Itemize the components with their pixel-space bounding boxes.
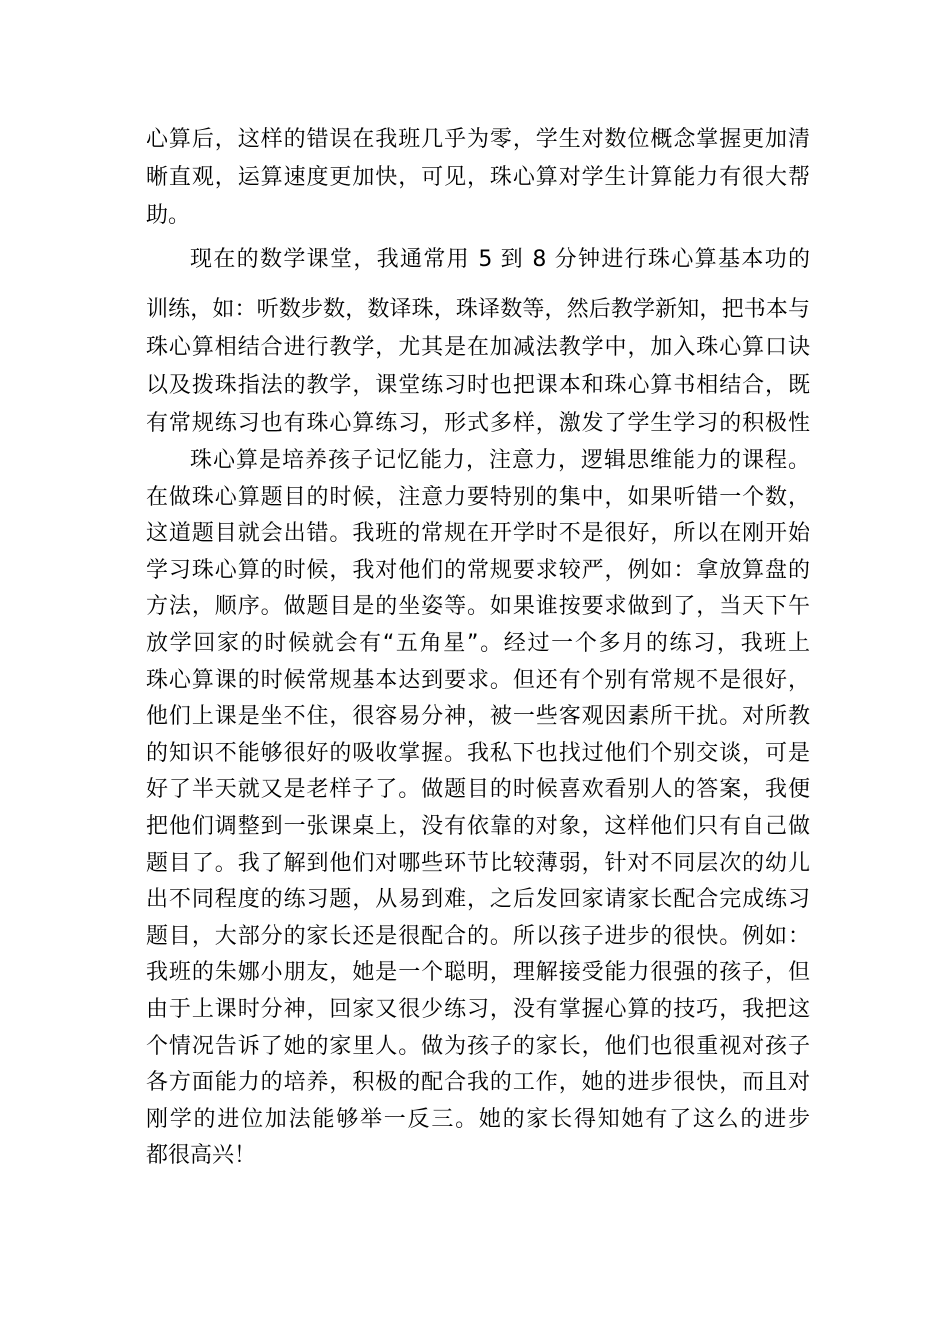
text-line: 以及拨珠指法的教学，课堂练习时也把课本和珠心算书相结合，既 — [146, 373, 810, 398]
text-line: 助。 — [146, 203, 191, 228]
text-line: 心算后，这样的错误在我班几乎为零，学生对数位概念掌握更加清 — [146, 127, 810, 152]
text-line: 题目了。我了解到他们对哪些环节比较薄弱，针对不同层次的幼儿 — [146, 850, 810, 876]
text-line: 方法，顺序。做题目是的坐姿等。如果谁按要求做到了，当天下午 — [146, 594, 810, 620]
text-line: 题目，大部分的家长还是很配合的。所以孩子进步的很快。例如： — [146, 923, 810, 949]
text-line: 刚学的进位加法能够举一反三。她的家长得知她有了这么的进步 — [146, 1106, 810, 1132]
text-line: 个情况告诉了她的家里人。做为孩子的家长，他们也很重视对孩子 — [146, 1033, 810, 1059]
text-line: 他们上课是坐不住，很容易分神，被一些客观因素所干扰。对所教 — [146, 704, 810, 730]
text-line: 出不同程度的练习题，从易到难，之后发回家请家长配合完成练习 — [146, 887, 810, 913]
text-line: 都很高兴！ — [146, 1143, 257, 1169]
text-line: 有常规练习也有珠心算练习，形式多样，激发了学生学习的积极性 — [146, 411, 810, 436]
text-line: 我班的朱娜小朋友，她是一个聪明，理解接受能力很强的孩子，但 — [146, 960, 810, 986]
text-line: 在做珠心算题目的时候，注意力要特别的集中，如果听错一个数， — [146, 484, 810, 510]
paragraph-3 — [146, 443, 810, 1175]
text-line: 各方面能力的培养，积极的配合我的工作，她的进步很快，而且对 — [146, 1070, 810, 1096]
text-line: 珠心算相结合进行教学，尤其是在加减法教学中，加入珠心算口诀 — [146, 335, 810, 360]
text-line: 晰直观，运算速度更加快，可见，珠心算对学生计算能力有很大帮 — [146, 165, 810, 190]
text-line: 的知识不能够很好的吸收掌握。我私下也找过他们个别交谈，可是 — [146, 740, 810, 766]
text-line: 好了半天就又是老样子了。做题目的时候喜欢看别人的答案，我便 — [146, 777, 810, 803]
text-line: 训练，如：听数步数，数译珠，珠译数等，然后教学新知，把书本与 — [146, 297, 810, 322]
text-line: 珠心算是培养孩子记忆能力，注意力，逻辑思维能力的课程。 — [190, 448, 810, 473]
paragraph-2 — [146, 241, 810, 443]
paragraph-1 — [146, 121, 810, 235]
text-line: 这道题目就会出错。我班的常规在开学时不是很好，所以在刚开始 — [146, 521, 810, 547]
text-line: 珠心算课的时候常规基本达到要求。但还有个别有常规不是很好， — [146, 667, 810, 693]
text-line: 把他们调整到一张课桌上，没有依靠的对象，这样他们只有自己做 — [146, 813, 810, 839]
text-line: 由于上课时分神，回家又很少练习，没有掌握心算的技巧，我把这 — [146, 996, 810, 1022]
text-line: 现在的数学课堂，我通常用 5 到 8 分钟进行珠心算基本功的 — [190, 247, 810, 272]
text-line: 放学回家的时候就会有“五角星”。经过一个多月的练习，我班上 — [146, 630, 810, 656]
text-line: 学习珠心算的时候，我对他们的常规要求较严，例如：拿放算盘的 — [146, 557, 810, 583]
